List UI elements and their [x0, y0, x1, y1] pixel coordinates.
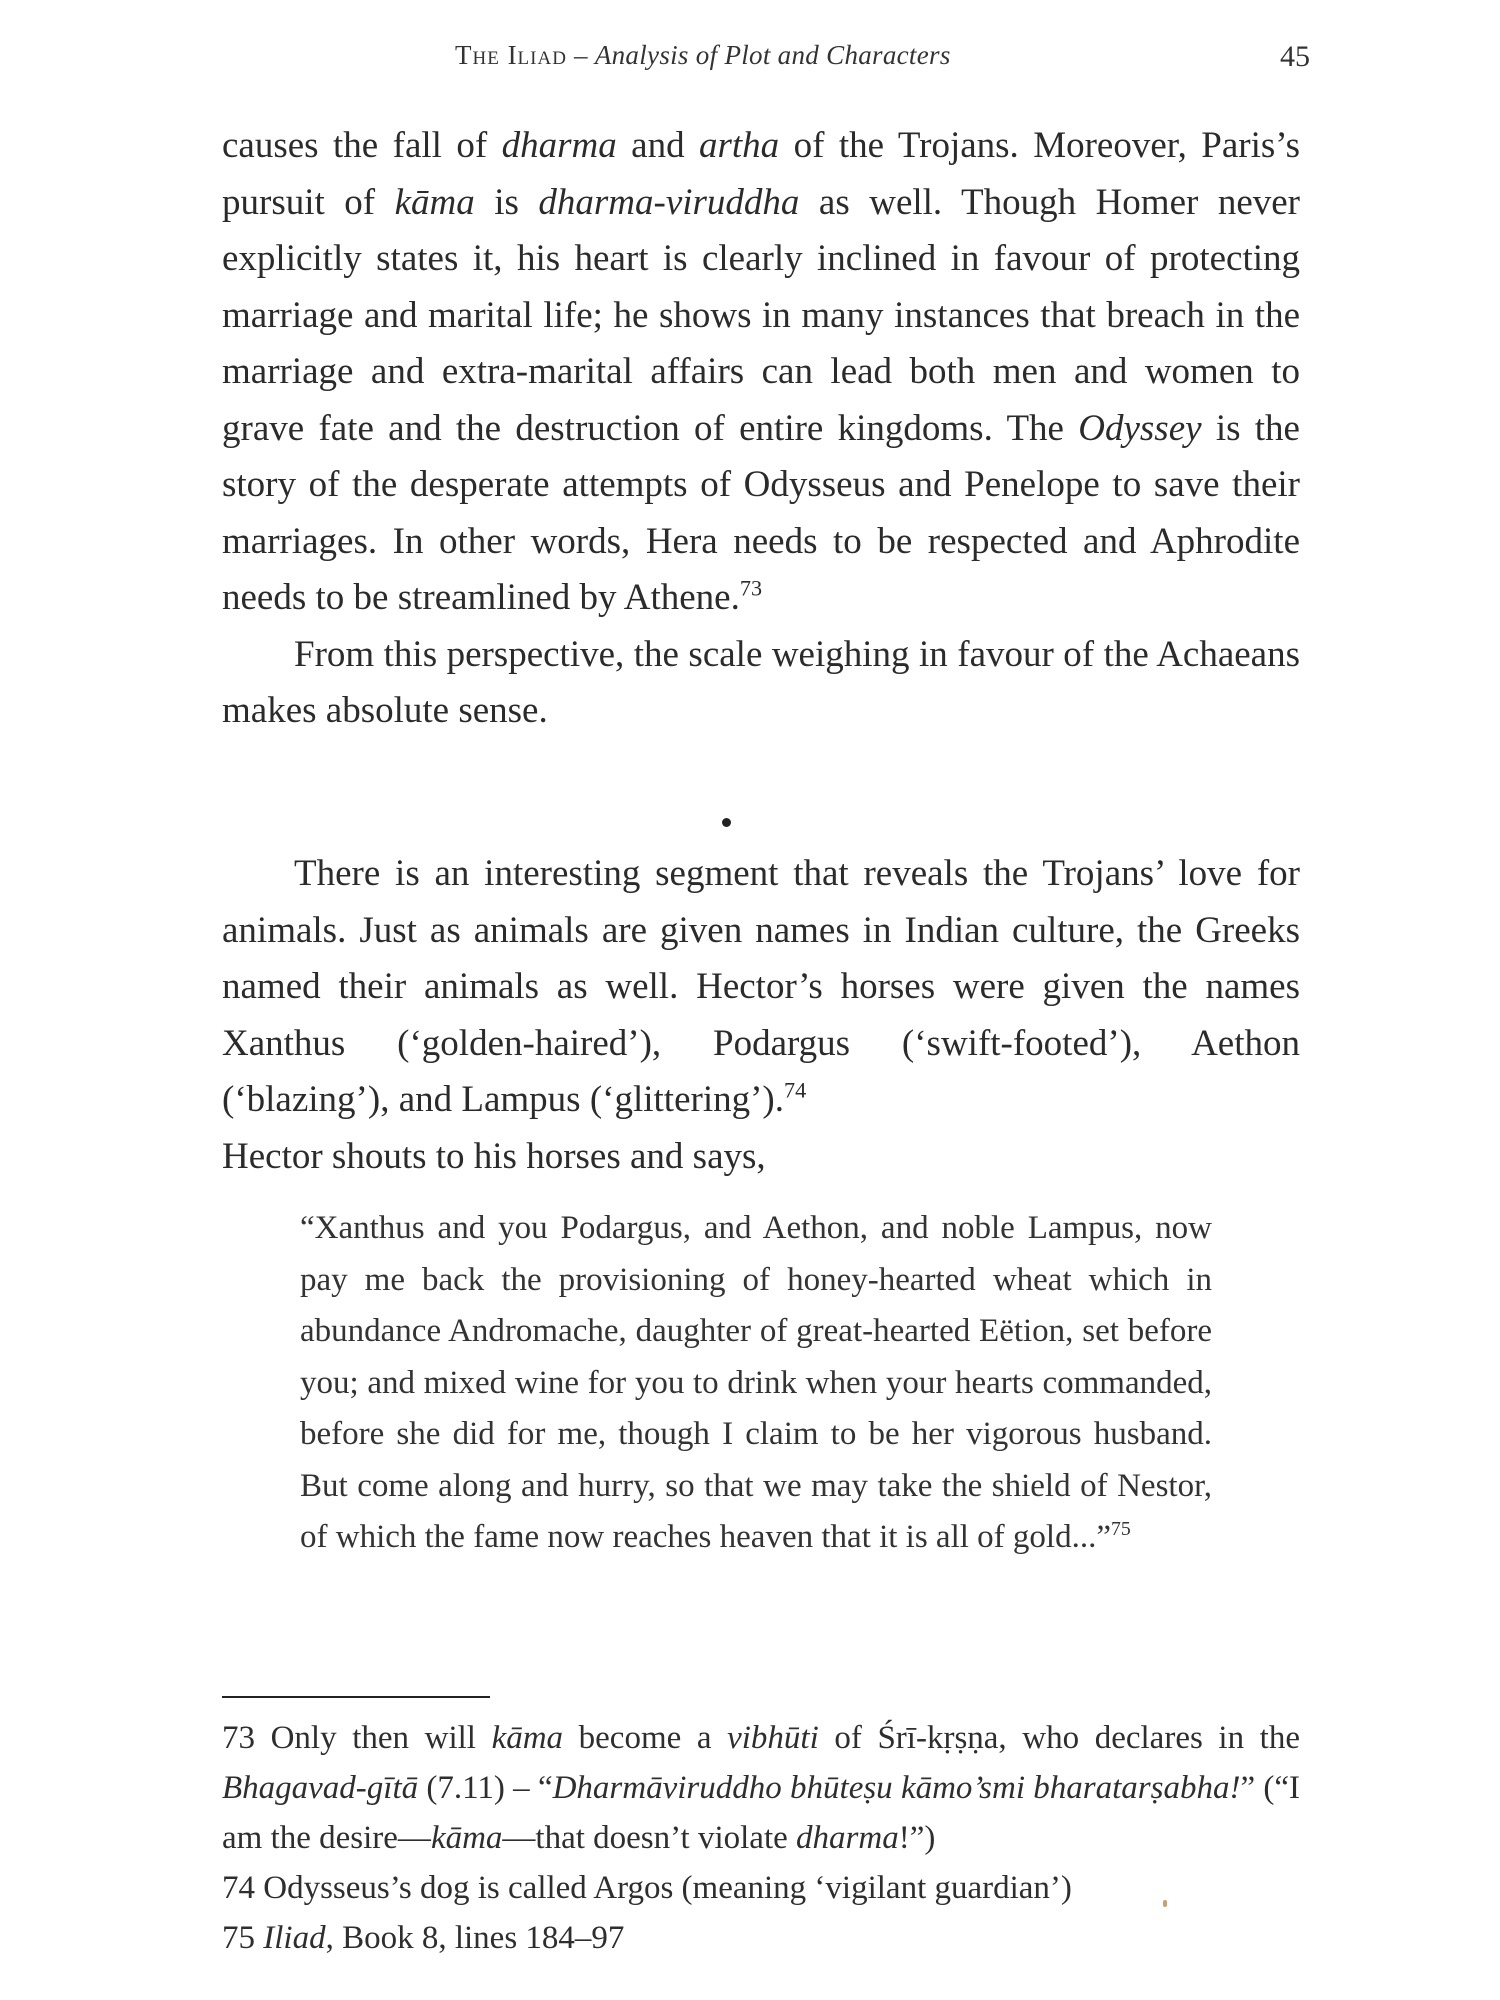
- section-break-dot: [722, 818, 731, 827]
- term-dharma: dharma: [501, 125, 617, 166]
- paragraph-2: From this perspective, the scale weighing in favour of the Achaeans makes absolute sense.: [222, 633, 1300, 731]
- ink-speck: [1163, 1900, 1167, 1907]
- term-artha: artha: [699, 125, 780, 166]
- running-head-separator: –: [566, 40, 595, 70]
- chapter-subtitle: Analysis of Plot and Characters: [594, 40, 951, 70]
- footnote-73: 73 Only then will kāma become a vibhūti of Śrī-kṛṣṇa, who declares in the Bhagavad-gītā (7.11) – “Dharmāviruddho bhūteṣu kāmo’smi bharatarṣabha!” (“I am the desire—kāma—that doesn’t violate dharma!”): [222, 1720, 1300, 1856]
- paragraph-4: Hector shouts to his horses and says,: [222, 1135, 766, 1177]
- footnote-ref-74: 74: [784, 1077, 807, 1103]
- footnote-rule: [222, 1696, 490, 1698]
- paragraph-3: There is an interesting segment that reveals the Trojans’ love for animals. Just as animals are given names in Indian culture, the Greeks named their animals as well. Hector’s horses were given the names Xanthus (‘golden-haired’), Podargus (‘swift-footed’), Aethon (‘blazing’), and Lampus (‘glittering’).$^{74}$: [222, 853, 1300, 1120]
- book-title: The Iliad: [455, 40, 567, 70]
- title-odyssey: Odyssey: [1078, 407, 1202, 449]
- running-head: [455, 40, 1075, 71]
- block-quote: “Xanthus and you Podargus, and Aethon, and noble Lampus, now pay me back the provisioning of honey-hearted wheat which in abundance Andromache, daughter of great-hearted Eëtion, set before you; and mixed wine for you to drink when your hearts commanded, before she did for me, though I claim to be her vigorous husband. But come along and hurry, so that we may take the shield of Nestor, of which the fame now reaches heaven that it is all of gold...”$^{75}$: [300, 1210, 1212, 1555]
- term-dharma-viruddha: dharma-viruddha: [538, 181, 800, 223]
- paragraph-1: causes the fall of dharma and artha of the Trojans. Moreover, Paris’s pursuit of kāma is dharma-viruddha as well. Though Homer never explicitly states it, his heart is clearly inclined in favour of protecting marriage and marital life; he shows in many instances that breach in the marriage and extra-marital affairs can lead both men and women to grave fate and the destruction of entire kingdoms. The Odyssey is the story of the desperate attempts of Odysseus and Penelope to save their marriages. In other words, Hera needs to be respected and Aphrodite needs to be streamlined by Athene.$^{73}$: [222, 125, 1300, 618]
- footnote-number: 74: [222, 1870, 255, 1906]
- footnote-74: 74 Odysseus’s dog is called Argos (meaning ‘vigilant guardian’): [222, 1870, 1072, 1906]
- footnote-75: 75 Iliad, Book 8, lines 184–97: [222, 1920, 625, 1956]
- page-number: 45: [1280, 40, 1310, 73]
- footnote-number: 73: [222, 1720, 255, 1756]
- body-text-bottom: [222, 846, 1300, 1185]
- body-text-top: [222, 118, 1300, 740]
- footnotes: [222, 1713, 1300, 1963]
- footnote-ref-73: 73: [739, 575, 763, 601]
- footnote-ref-75: 75: [1110, 1518, 1131, 1541]
- term-kama: kāma: [394, 181, 475, 223]
- footnote-number: 75: [222, 1920, 255, 1956]
